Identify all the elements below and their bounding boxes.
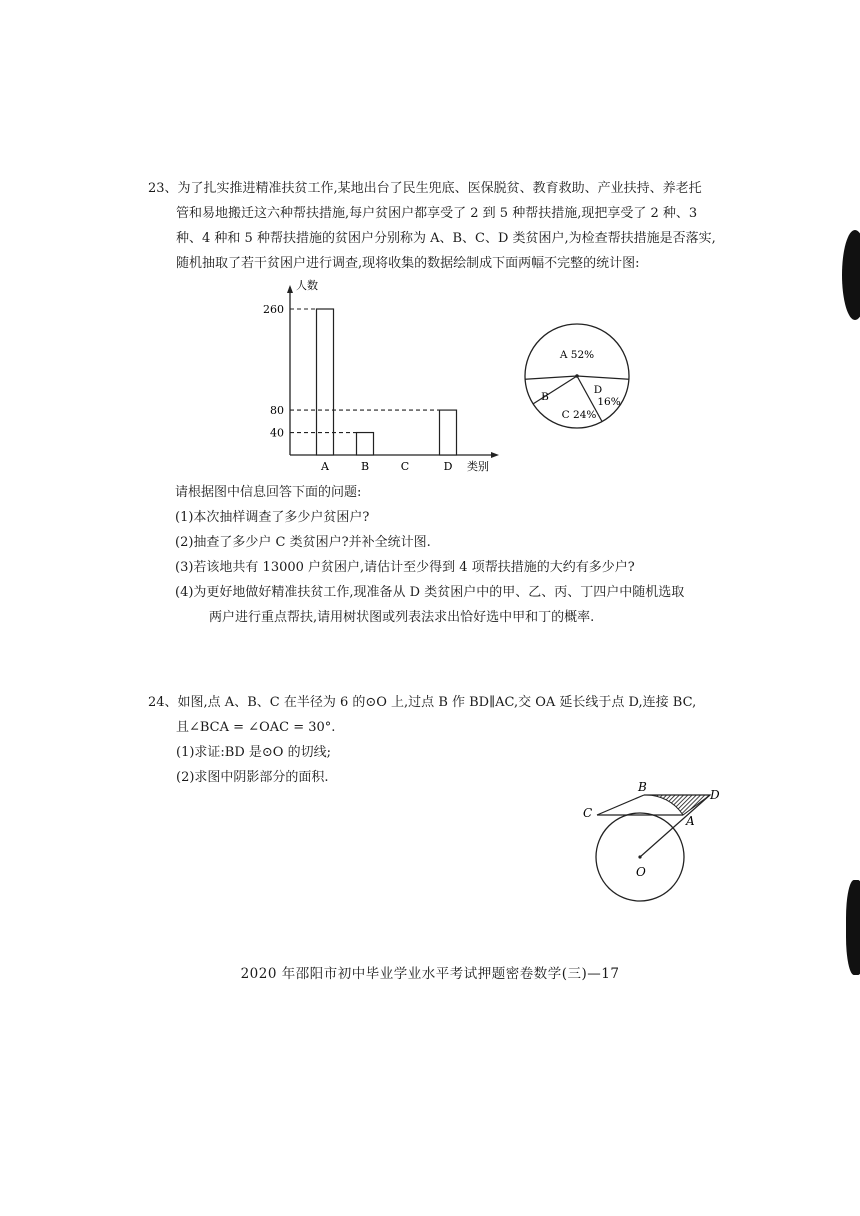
pie-label-d: D [593,384,603,396]
x-axis-arrow [491,452,499,458]
q24-part: (2)求图中阴影部分的面积. [176,770,329,785]
x-tick-label: A [321,460,329,473]
label-d: D [710,788,720,802]
pie-value-d: 16% [597,396,621,408]
q24-stem-line: 24、如图,点 A、B、C 在半径为 6 的⊙O 上,过点 B 作 BD∥AC,交 OA 延长线于点 D,连接 BC, [148,690,732,715]
pie-label-b: B [541,391,549,403]
y-axis-arrow [287,285,293,293]
bar-d [440,410,457,455]
q23-part: (4)为更好地做好精准扶贫工作,现准备从 D 类贫困户中的甲、乙、丙、丁四户中随机选取 [175,585,685,600]
segment-bc [597,795,644,815]
bar-a [317,309,334,455]
q23-stem-line: 23、为了扎实推进精准扶贫工作,某地出台了民生兜底、医保脱贫、教育救助、产业扶持、养老托 [148,176,732,201]
y-tick-label: 40 [270,426,284,440]
x-tick-label: D [443,460,453,473]
q23-prompt: 请根据图中信息回答下面的问题: [175,485,362,500]
q23-number: 23、 [148,181,178,196]
scan-ink-blot [842,230,860,320]
y-axis-label: 人数 [296,279,318,292]
shaded-region [644,795,710,815]
pie-center [575,374,579,378]
q23-part-continued: 两户进行重点帮扶,请用树状图或列表法求出恰好选中甲和丁的概率. [209,610,595,625]
q23-stem-line: 管和易地搬迁这六种帮扶措施,每户贫困户都享受了 2 到 5 种帮扶措施,现把享受了 2 种、3 [176,206,698,221]
scan-ink-blot [846,880,860,975]
q24-part: (1)求证:BD 是⊙O 的切线; [176,745,331,760]
y-tick-label: 260 [263,303,284,316]
q24-number: 24、 [148,695,178,710]
q23-questions [175,480,735,630]
label-b: B [638,780,647,794]
pie-chart [515,320,640,440]
bar-chart [255,270,515,480]
x-tick-label: C [400,460,410,473]
center-point [638,855,641,858]
bar-b [357,433,374,455]
q23-stem-line: 种、4 种和 5 种帮扶措施的贫困户分别称为 A、B、C、D 类贫困户,为检查帮扶措施是否落实, [176,231,716,246]
q23-part: (1)本次抽样调查了多少户贫困户? [175,510,370,525]
q23-stem-line: 随机抽取了若干贫困户进行调查,现将收集的数据绘制成下面两幅不完整的统计图: [176,256,640,271]
question-23 [148,176,732,276]
x-axis-label: 类别 [467,460,489,473]
pie-label-c: C 24% [561,409,597,421]
q23-part: (3)若该地共有 13000 户贫困户,请估计至少得到 4 项帮扶措施的大约有多少户? [175,560,635,575]
pie-label-a: A 52% [559,349,595,361]
q24-stem-line: 且∠BCA = ∠OAC = 30°. [176,720,336,735]
circle-tangent-figure [580,775,740,935]
label-c: C [583,806,593,820]
y-tick-label: 80 [270,404,284,418]
x-tick-label: B [360,460,370,473]
q23-part: (2)抽查了多少户 C 类贫困户?并补全统计图. [175,535,431,550]
label-a: A [686,814,695,828]
page-footer: 2020 年邵阳市初中毕业学业水平考试押题密卷数学(三)—17 [240,966,620,982]
label-o: O [636,865,646,879]
